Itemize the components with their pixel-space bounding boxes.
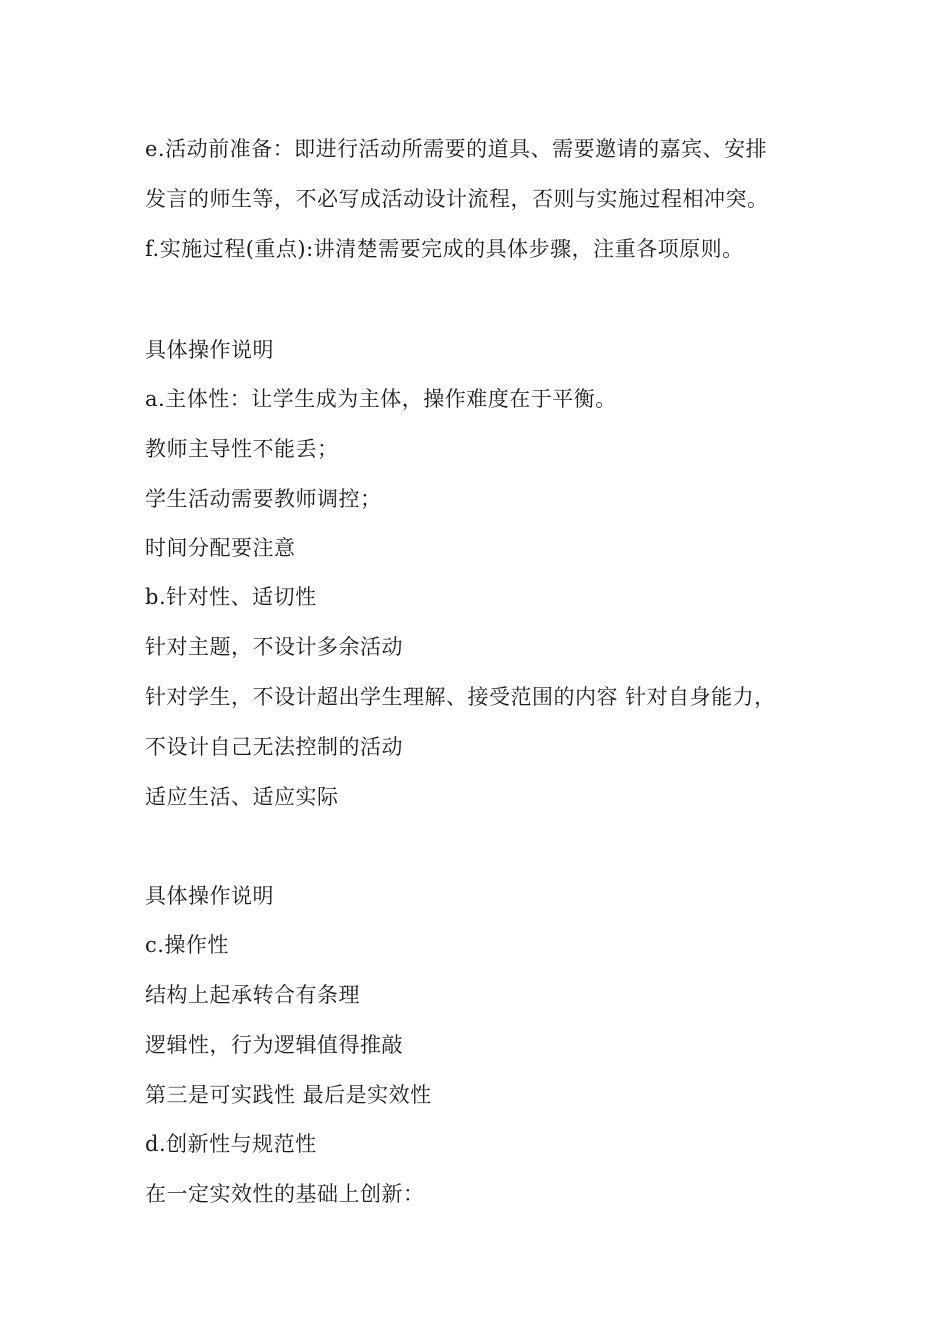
text-line: 学生活动需要教师调控； [145, 487, 382, 511]
text-line: 时间分配要注意 [145, 536, 296, 560]
text-line: 结构上起承转合有条理 [145, 983, 360, 1007]
text-line: 针对主题，不设计多余活动 [145, 635, 403, 659]
text-line: 适应生活、适应实际 [145, 785, 339, 809]
text-line: 教师主导性不能丢； [145, 437, 339, 461]
text-line-innovation: d.创新性与规范性 [145, 1132, 317, 1156]
text-line-subjectivity: a.主体性：让学生成为主体，操作难度在于平衡。 [145, 387, 617, 411]
text-line-prep-cont: 发言的师生等，不必写成活动设计流程，否则与实施过程相冲突。 [145, 187, 769, 211]
text-line: 针对学生，不设计超出学生理解、接受范围的内容 针对自身能力， [145, 685, 776, 709]
text-line-pertinence: b.针对性、适切性 [145, 585, 317, 609]
text-line: 逻辑性，行为逻辑值得推敲 [145, 1033, 403, 1057]
text-line: 在一定实效性的基础上创新： [145, 1182, 425, 1206]
text-line-prep: e.活动前准备：即进行活动所需要的道具、需要邀请的嘉宾、安排 [145, 137, 768, 161]
text-line: 不设计自己无法控制的活动 [145, 735, 403, 759]
text-line-implementation: f.实施过程(重点):讲清楚需要完成的具体步骤，注重各项原则。 [145, 237, 744, 261]
text-line: 第三是可实践性 最后是实效性 [145, 1083, 432, 1107]
section-heading: 具体操作说明 [145, 884, 274, 908]
text-line-operability: c.操作性 [145, 933, 229, 957]
section-heading: 具体操作说明 [145, 338, 274, 362]
